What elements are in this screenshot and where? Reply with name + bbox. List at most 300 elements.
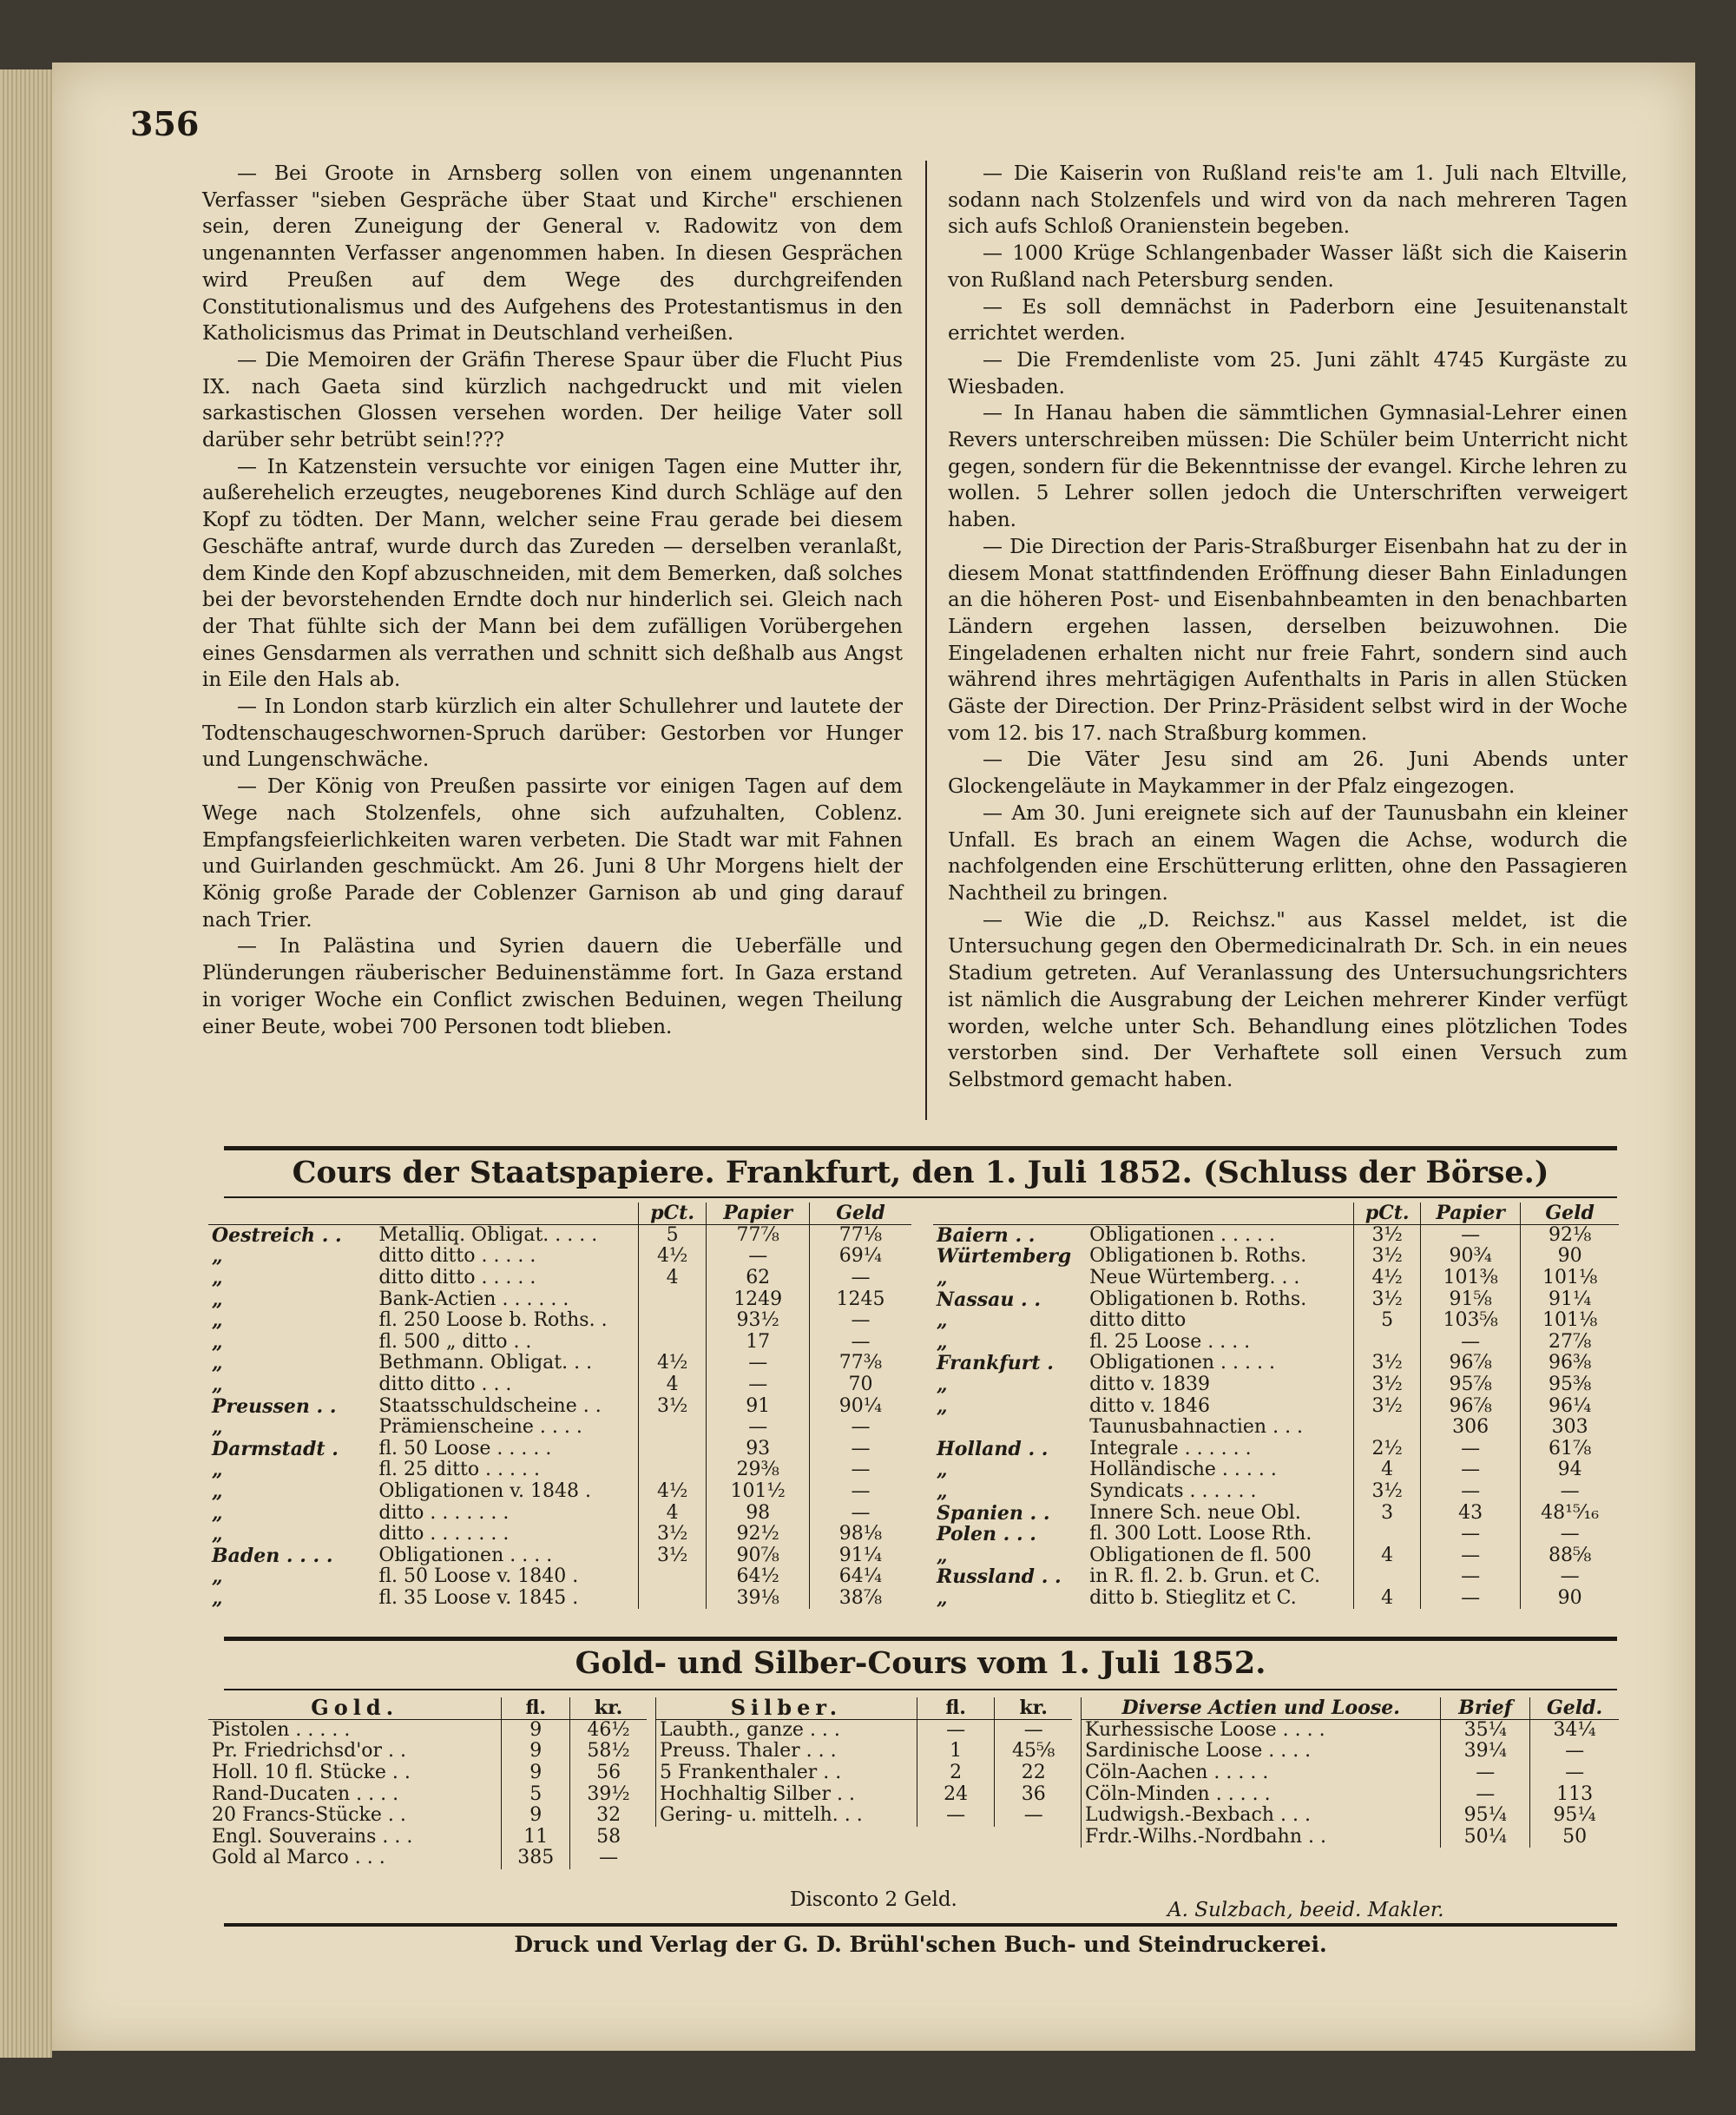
article: — Die Väter Jesu sind am 26. Juni Abends unter Glockengeläute in Maykammer in der Pfalz eingezogen. (948, 748, 1628, 799)
table-cell: Kurhessische Loose . . . . (1082, 1719, 1441, 1741)
table-row (208, 1805, 647, 1827)
table-cell: 95¼ (1441, 1805, 1530, 1827)
table-cell: 3 (1354, 1502, 1421, 1524)
table-cell: 4 (638, 1268, 707, 1289)
table-row (1082, 1741, 1620, 1762)
table-cell: Bethmann. Obligat. . . (378, 1352, 593, 1374)
table-row (208, 1268, 911, 1289)
table-cell: Holländische . . . . . (1089, 1459, 1277, 1481)
table-cell: — (809, 1481, 911, 1503)
article: — Wie die „D. Reichsz." aus Kassel meldet, ist die Untersuchung gegen den Obermedicinalrath Dr. Sch. in ein neues Stadium getreten. Auf Veranlassung des Untersuchungsrichters ist nämlich die Ausgrabung der Leichen mehrerer Kinder verfügt worden, welche unter Sch. Behandlung eines plötzlichen Todes verstorben sind. Der Verhaftete soll einen Versuch zum Selbstmord gemacht haben. (948, 908, 1628, 1091)
table-cell: „ (212, 1480, 223, 1504)
table-cell: — (1420, 1332, 1520, 1354)
table-cell (638, 1566, 707, 1588)
table-cell: Obligationen v. 1848 . (378, 1480, 592, 1503)
table-cell: 96¼ (1521, 1395, 1619, 1417)
table-cell: 91¼ (1521, 1288, 1619, 1310)
table-cell (638, 1288, 707, 1310)
table-cell: 90 (1521, 1246, 1619, 1268)
table-row (208, 1783, 647, 1805)
table-cell: „ (937, 1480, 948, 1504)
table-row (656, 1741, 1073, 1762)
col-header: pCt. (1354, 1202, 1421, 1224)
table-cell: „ (937, 1330, 948, 1354)
table-cell (1354, 1524, 1421, 1545)
col-header: kr. (995, 1697, 1072, 1719)
table-row (208, 1417, 911, 1439)
table-cell: ditto ditto (1089, 1309, 1187, 1332)
table-cell: 4 (638, 1374, 707, 1396)
table-row (656, 1783, 1073, 1805)
table-cell: 90 (1521, 1588, 1619, 1610)
table-cell: Spanien . . (937, 1501, 1050, 1525)
cours-title: Cours der Staatspapiere. Frankfurt, den 1. Juli 1852. (Schluss der Börse.) (292, 1155, 1549, 1190)
table-cell: 43 (1420, 1502, 1520, 1524)
table-cell: 90¾ (1420, 1246, 1520, 1268)
article: — In Palästina und Syrien dauern die Ueberfälle und Plünderungen räuberischer Beduinenstämme fort. In Gaza erstand in voriger Woche ein Conflict zwischen Beduinen, wegen Theilung einer Beute, wobei 700 Personen todt blieben. (202, 935, 903, 1038)
table-cell: — (995, 1719, 1072, 1741)
table-row (1082, 1719, 1620, 1741)
table-cell: 3½ (1354, 1288, 1421, 1310)
table-cell: 77⅛ (809, 1224, 911, 1246)
table-cell: Taunusbahnactien . . . (1089, 1416, 1304, 1439)
table-cell: 96⅜ (1521, 1353, 1619, 1374)
table-cell: fl. 300 Lott. Loose Rth. (1089, 1523, 1312, 1545)
table-cell: — (707, 1246, 809, 1268)
table-row (933, 1439, 1619, 1460)
table-cell: Würtemberg (937, 1245, 1072, 1268)
table-cell: ditto v. 1846 (1089, 1394, 1211, 1417)
table-cell: Frankfurt . (937, 1352, 1054, 1375)
table-row (933, 1224, 1619, 1246)
article: — Die Kaiserin von Rußland reis'te am 1. Juli nach Eltville, sodann nach Stolzenfels und wird von da nach mehreren Tagen sich aufs Schloß Oranienstein begeben. (948, 162, 1628, 239)
table-row (208, 1848, 647, 1869)
table-cell (638, 1588, 707, 1610)
table-cell: 92⅛ (1521, 1224, 1619, 1246)
table-cell: 39⅛ (707, 1588, 809, 1610)
table-row (208, 1246, 911, 1268)
table-cell: Preussen . . (212, 1394, 337, 1418)
table-cell: 29⅜ (707, 1459, 809, 1481)
table-cell: 34¼ (1530, 1719, 1619, 1741)
col-header (375, 1202, 638, 1224)
table-cell: 113 (1530, 1783, 1619, 1805)
table-row (208, 1224, 911, 1246)
table-cell: 35¼ (1441, 1719, 1530, 1741)
table-cell: Prämienscheine . . . . (378, 1416, 582, 1439)
table-cell: Engl. Souverains . . . (212, 1825, 413, 1848)
table-row (1082, 1827, 1620, 1848)
table-cell: 101⅛ (1521, 1268, 1619, 1289)
col-header: fl. (502, 1697, 570, 1719)
column-divider (925, 161, 927, 1120)
table-cell: 4 (1354, 1459, 1421, 1481)
table-row (933, 1353, 1619, 1374)
table-cell (638, 1332, 707, 1354)
table-row (208, 1524, 911, 1545)
table-cell: Obligationen b. Roths. (1089, 1288, 1307, 1310)
section-rule (224, 1923, 1617, 1927)
table-cell: 17 (707, 1332, 809, 1354)
table-row (933, 1588, 1619, 1610)
table-row (208, 1719, 647, 1741)
table-cell: „ (937, 1459, 948, 1482)
table-cell: 93½ (707, 1310, 809, 1332)
table-cell: 3½ (1354, 1395, 1421, 1417)
table-row (208, 1288, 911, 1310)
table-cell: 3½ (1354, 1246, 1421, 1268)
table-cell: Baiern . . (937, 1223, 1036, 1247)
table-row (1082, 1783, 1620, 1805)
table-cell: 69¼ (809, 1246, 911, 1268)
col-header: kr. (570, 1697, 647, 1719)
col-header: Papier (707, 1202, 809, 1224)
page-edge (0, 69, 52, 2058)
table-cell: „ (937, 1586, 948, 1610)
table-cell: — (809, 1310, 911, 1332)
table-row (208, 1481, 911, 1503)
table-cell (1354, 1417, 1421, 1439)
table-cell: Innere Sch. neue Obl. (1089, 1501, 1301, 1524)
table-cell: 1249 (707, 1288, 809, 1310)
table-cell: 385 (502, 1848, 570, 1869)
table-cell (638, 1310, 707, 1332)
table-cell: 3½ (638, 1395, 707, 1417)
section-rule (224, 1146, 1617, 1150)
makler-signature: A. Sulzbach, beeid. Makler. (1167, 1899, 1444, 1921)
table-row (933, 1481, 1619, 1503)
table-cell: ditto ditto . . . (378, 1374, 512, 1396)
table-row (208, 1762, 647, 1784)
table-cell: 5 Frankenthaler . . (656, 1762, 917, 1784)
table-cell: — (1420, 1566, 1520, 1588)
table-cell: — (1521, 1566, 1619, 1588)
table-row (208, 1741, 647, 1762)
table-row (933, 1545, 1619, 1567)
table-cell: — (809, 1268, 911, 1289)
table-cell: 3½ (1354, 1224, 1421, 1246)
table-cell: — (707, 1353, 809, 1374)
table-cell: 3½ (1354, 1481, 1421, 1503)
table-cell: Holl. 10 fl. Stücke . . (212, 1762, 411, 1784)
table-cell: Nassau . . (937, 1288, 1042, 1311)
table-cell: 98 (707, 1502, 809, 1524)
table-cell: Hochhaltig Silber . . (656, 1783, 917, 1805)
table-cell: 39¼ (1441, 1741, 1530, 1762)
table-row (208, 1545, 911, 1567)
table-cell: — (570, 1848, 647, 1869)
left-column (202, 161, 903, 1040)
table-cell: 95⅜ (1521, 1374, 1619, 1396)
table-cell: — (1420, 1524, 1520, 1545)
table-row (933, 1524, 1619, 1545)
table-cell: Obligationen de fl. 500 (1089, 1544, 1312, 1566)
table-cell: „ (212, 1586, 223, 1610)
right-column (948, 161, 1628, 1094)
gold-title: Gold- und Silber-Cours vom 1. Juli 1852. (575, 1645, 1266, 1681)
table-cell: 101½ (707, 1481, 809, 1503)
table-cell: 64½ (707, 1566, 809, 1588)
table-cell (1354, 1332, 1421, 1354)
table-cell: 103⅝ (1420, 1310, 1520, 1332)
table-cell: — (809, 1417, 911, 1439)
article: — Es soll demnächst in Paderborn eine Jesuitenanstalt errichtet werden. (948, 295, 1628, 346)
section-rule (224, 1637, 1617, 1641)
table-cell: — (809, 1439, 911, 1460)
table-cell: Obligationen . . . . (378, 1544, 553, 1566)
table-cell: „ (212, 1330, 223, 1354)
article: — Am 30. Juni ereignete sich auf der Taunusbahn ein kleiner Unfall. Es brach an einem Wagen die Achse, wodurch die nachfolgenden eine Erschütterung erlitten, ohne den Passagieren Nachtheil zu bringen. (948, 801, 1628, 905)
table-cell: fl. 50 Loose v. 1840 . (378, 1565, 579, 1588)
article: — Die Memoiren der Gräfin Therese Spaur über die Flucht Pius IX. nach Gaeta sind kürzlich nachgedruckt und mit vielen sarkastischen Glossen versehen worden. Der heilige Vater soll darüber sehr betrübt sein!??? (202, 348, 903, 452)
table-cell: Pr. Friedrichsd'or . . (212, 1740, 407, 1762)
table-cell: 93 (707, 1439, 809, 1460)
table-row (1082, 1762, 1620, 1784)
col-header (933, 1202, 1086, 1224)
page-number: 356 (130, 104, 200, 143)
table-cell: Obligationen . . . . . (1089, 1223, 1275, 1246)
col-header: Geld (809, 1202, 911, 1224)
table-cell: — (1441, 1762, 1530, 1784)
table-cell: in R. fl. 2. b. Grun. et C. (1089, 1565, 1320, 1588)
col-header: Geld (1521, 1202, 1619, 1224)
table-cell: „ (937, 1544, 948, 1567)
table-cell: 64¼ (809, 1566, 911, 1588)
table-cell: — (1420, 1545, 1520, 1567)
table-cell: Cöln-Minden . . . . . (1082, 1783, 1441, 1805)
table-cell: 3½ (1354, 1353, 1421, 1374)
table-cell: Preuss. Thaler . . . (656, 1741, 917, 1762)
table-cell: 9 (502, 1741, 570, 1762)
table-cell: — (1420, 1459, 1520, 1481)
table-cell: „ (212, 1267, 223, 1290)
table-cell: 5 (1354, 1310, 1421, 1332)
article: — Die Direction der Paris-Straßburger Eisenbahn hat zu der in diesem Monat stattfindenden Eröffnung dieser Bahn Einladungen an die höheren Post- und Eisenbahnbeamten in den benachbarten Ländern ergehen lassen, derselben beizuwohnen. Die Eingeladenen erhalten nicht nur freie Fahrt, sondern sind auch während ihres mehrtägigen Aufenthalts in Paris in allen Stücken Gäste der Direction. Der Prinz-Präsident selbst wird in der Woche vom 12. bis 17. nach Straßburg kommen. (948, 535, 1628, 745)
table-cell: 90¼ (809, 1395, 911, 1417)
table-cell: Obligationen b. Roths. (1089, 1245, 1307, 1268)
table-cell: 1 (917, 1741, 995, 1762)
table-cell: 3½ (638, 1545, 707, 1567)
table-row (933, 1310, 1619, 1332)
table-cell: 3½ (638, 1524, 707, 1545)
table-cell: 36 (995, 1783, 1072, 1805)
table-cell: 62 (707, 1268, 809, 1289)
disconto: Disconto 2 Geld. (790, 1888, 957, 1911)
col-header (1086, 1202, 1354, 1224)
table-cell: 77⅞ (707, 1224, 809, 1246)
table-cell: Bank-Actien . . . . . . (378, 1288, 569, 1310)
table-cell: 48¹⁵⁄₁₆ (1521, 1502, 1619, 1524)
table-cell: 4 (1354, 1545, 1421, 1567)
table-cell: ditto ditto . . . . . (378, 1267, 536, 1289)
table-cell: 50¼ (1441, 1827, 1530, 1848)
table-cell: 70 (809, 1374, 911, 1396)
table-cell: Ludwigsh.-Bexbach . . . (1082, 1805, 1441, 1827)
table-cell: 4½ (638, 1246, 707, 1268)
table-cell: 56 (570, 1762, 647, 1784)
table-row (208, 1502, 911, 1524)
table-cell: 24 (917, 1783, 995, 1805)
table-row (208, 1332, 911, 1354)
table-cell: 94 (1521, 1459, 1619, 1481)
article: — Der König von Preußen passirte vor einigen Tagen auf dem Wege nach Stolzenfels, ohne sich aufzuhalten, Coblenz. Empfangsfeierlichkeiten waren verbeten. Die Stadt war mit Fahnen und Guirlanden geschmückt. Am 26. Juni 8 Uhr Morgens hielt der König große Parade der Coblenzer Garnison ab und ging darauf nach Trier. (202, 775, 903, 932)
table-cell: 90⅞ (707, 1545, 809, 1567)
table-cell: „ (212, 1501, 223, 1525)
table-row (933, 1268, 1619, 1289)
table-cell: — (1521, 1481, 1619, 1503)
table-cell: 22 (995, 1762, 1072, 1784)
table-cell: — (707, 1417, 809, 1439)
table-cell: 4½ (638, 1353, 707, 1374)
table-cell: 20 Francs-Stücke . . (212, 1804, 406, 1827)
table-cell: — (917, 1719, 995, 1741)
col-header: Gold. (208, 1697, 502, 1719)
table-cell: 101⅜ (1420, 1268, 1520, 1289)
imprint: Druck und Verlag der G. D. Brühl'schen Buch- und Steindruckerei. (514, 1932, 1327, 1957)
article: — In London starb kürzlich ein alter Schullehrer und lautete der Todtenschaugeschwornen-Spruch darüber: Gestorben vor Hunger und Lungenschwäche. (202, 695, 903, 772)
table-row (933, 1395, 1619, 1417)
table-row (933, 1502, 1619, 1524)
table-cell: 38⅞ (809, 1588, 911, 1610)
col-header (208, 1202, 375, 1224)
table-cell: fl. 35 Loose v. 1845 . (378, 1586, 579, 1609)
table-cell: ditto ditto . . . . . (378, 1245, 536, 1268)
table-cell: 9 (502, 1805, 570, 1827)
table-cell: Staatsschuldscheine . . (378, 1394, 602, 1417)
table-cell: 96⅞ (1420, 1353, 1520, 1374)
table-cell: 88⅝ (1521, 1545, 1619, 1567)
section-rule (224, 1689, 1617, 1690)
table-cell: 58 (570, 1827, 647, 1848)
table-row (208, 1439, 911, 1460)
table-cell: — (1530, 1741, 1619, 1762)
table-cell: 46½ (570, 1719, 647, 1741)
gold-table (208, 1697, 647, 1869)
table-cell: — (1420, 1439, 1520, 1460)
table-cell: — (809, 1459, 911, 1481)
table-cell: Polen . . . (937, 1523, 1036, 1546)
table-cell: 9 (502, 1719, 570, 1741)
table-cell: 27⅞ (1521, 1332, 1619, 1354)
table-cell (1354, 1566, 1421, 1588)
table-row (1082, 1805, 1620, 1827)
col-header: Geld. (1530, 1697, 1619, 1719)
table-cell: 50 (1530, 1827, 1619, 1848)
table-cell (638, 1417, 707, 1439)
table-row (656, 1805, 1073, 1827)
table-cell: — (1441, 1783, 1530, 1805)
table-cell: „ (937, 1374, 948, 1397)
table-cell: ditto v. 1839 (1089, 1374, 1211, 1396)
col-header: Papier (1420, 1202, 1520, 1224)
table-row (208, 1353, 911, 1374)
table-cell: 4½ (638, 1481, 707, 1503)
article: — 1000 Krüge Schlangenbader Wasser läßt sich die Kaiserin von Rußland nach Petersburg senden. (948, 242, 1628, 292)
table-cell: fl. 25 ditto . . . . . (378, 1459, 540, 1481)
table-cell: 4½ (1354, 1268, 1421, 1289)
table-cell: Sardinische Loose . . . . (1082, 1741, 1441, 1762)
table-cell: Rand-Ducaten . . . . (212, 1782, 399, 1805)
table-cell: — (1420, 1481, 1520, 1503)
table-cell: 92½ (707, 1524, 809, 1545)
table-cell: Syndicats . . . . . . (1089, 1480, 1257, 1503)
table-cell: — (707, 1374, 809, 1396)
silber-table (655, 1697, 1072, 1827)
table-row (933, 1459, 1619, 1481)
table-cell: Darmstadt . (212, 1437, 339, 1460)
table-cell: ditto . . . . . . . (378, 1501, 510, 1524)
table-row (933, 1374, 1619, 1396)
table-cell: 39½ (570, 1783, 647, 1805)
article: — Die Fremdenliste vom 25. Juni zählt 4745 Kurgäste zu Wiesbaden. (948, 348, 1628, 399)
table-row (208, 1566, 911, 1588)
table-cell: „ (212, 1565, 223, 1589)
table-cell: „ (937, 1394, 948, 1418)
table-cell: — (1420, 1224, 1520, 1246)
table-cell: 11 (502, 1827, 570, 1848)
table-cell: Pistolen . . . . . (212, 1718, 351, 1741)
table-row (208, 1459, 911, 1481)
table-cell: 5 (502, 1783, 570, 1805)
table-cell: 95⅞ (1420, 1374, 1520, 1396)
table-cell (638, 1439, 707, 1460)
table-cell: Oestreich . . (212, 1223, 342, 1247)
table-cell: „ (212, 1374, 223, 1397)
table-cell: fl. 500 „ ditto . . (378, 1330, 532, 1353)
table-cell: 4 (638, 1502, 707, 1524)
table-row (933, 1566, 1619, 1588)
table-row (933, 1417, 1619, 1439)
table-row (656, 1719, 1073, 1741)
table-cell: — (917, 1805, 995, 1827)
table-cell: 2 (917, 1762, 995, 1784)
table-cell: Laubth., ganze . . . (656, 1719, 917, 1741)
table-cell: Integrale . . . . . . (1089, 1437, 1252, 1459)
table-cell (933, 1417, 1086, 1439)
table-cell: Russland . . (937, 1565, 1062, 1589)
table-cell: 91 (707, 1395, 809, 1417)
table-row (208, 1827, 647, 1848)
col-header: fl. (917, 1697, 995, 1719)
diverse-table (1081, 1697, 1619, 1848)
table-cell: — (1530, 1762, 1619, 1784)
table-cell: 45⅝ (995, 1741, 1072, 1762)
table-cell: Gering- u. mittelh. . . (656, 1805, 917, 1827)
table-cell: 61⅞ (1521, 1439, 1619, 1460)
article: — In Hanau haben die sämmtlichen Gymnasial-Lehrer einen Revers unterschreiben müssen: Die Schüler beim Unterricht nicht gegen, sondern für die Bekenntnisse der evangel. Kirche lehren zu wollen. 5 Lehrer sollen jedoch die Unterschriften verweigert haben. (948, 402, 1628, 532)
table-cell: „ (212, 1459, 223, 1482)
col-header: Brief (1441, 1697, 1530, 1719)
table-cell: ditto . . . . . . . (378, 1523, 510, 1545)
table-cell: 91¼ (809, 1545, 911, 1567)
table-cell: „ (212, 1309, 223, 1333)
table-cell: 2½ (1354, 1439, 1421, 1460)
table-cell: 32 (570, 1805, 647, 1827)
table-row (933, 1288, 1619, 1310)
table-cell: 58½ (570, 1741, 647, 1762)
table-cell: 96⅞ (1420, 1395, 1520, 1417)
table-row (208, 1374, 911, 1396)
table-cell: 9 (502, 1762, 570, 1784)
table-cell: fl. 50 Loose . . . . . (378, 1437, 552, 1459)
table-cell: 98⅛ (809, 1524, 911, 1545)
table-cell (638, 1459, 707, 1481)
col-header: Silber. (656, 1697, 917, 1719)
table-row (933, 1246, 1619, 1268)
table-cell: 4 (1354, 1588, 1421, 1610)
table-cell: 95¼ (1530, 1805, 1619, 1827)
table-cell: 5 (638, 1224, 707, 1246)
